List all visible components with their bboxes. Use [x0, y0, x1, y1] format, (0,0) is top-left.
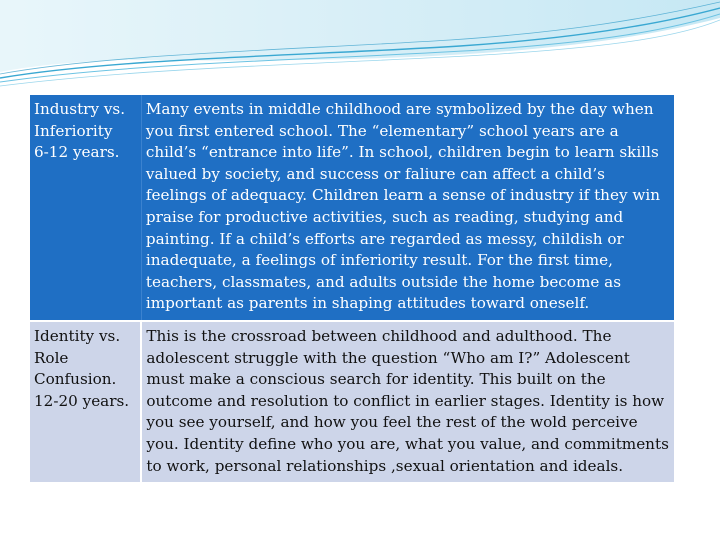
- stage-line: 6-12 years.: [34, 143, 120, 162]
- stage-line: Inferiority: [34, 121, 113, 140]
- stage-line: 12-20 years.: [34, 391, 130, 410]
- stage-line: Role: [34, 348, 69, 367]
- header-wave-decoration: [0, 0, 720, 90]
- description-cell: Many events in middle childhood are symbolized by the day when you first entered school. The “elementary” school years are a child’s “entrance into life”. In school, children begin to learn skills valued by society, and success or faliure can affect a child’s feelings of adequacy. Children learn a sense of industry if they win praise for productive activities, such as reading, studying and painting. If a child’s efforts are regarded as messy, childish or inadequate, a feelings of inferiority result. For the first time, teachers, classmates, and adults outside the home become as important as parents in shaping attitudes toward oneself.: [141, 95, 674, 321]
- stage-cell: [30, 95, 141, 321]
- table-row: [30, 321, 674, 482]
- table-row: [30, 95, 674, 321]
- stage-line: Confusion.: [34, 370, 117, 389]
- stage-line: Identity vs.: [34, 326, 121, 345]
- stage-line: Industry vs.: [34, 100, 126, 118]
- erikson-stages-table: [30, 95, 674, 482]
- stage-cell: [30, 321, 141, 482]
- description-cell: This is the crossroad between childhood and adulthood. The adolescent struggle with the question “Who am I?” Adolescent must make a conscious search for identity. This built on the outcome and resolution to conflict in earlier stages. Identity is how you see yourself, and how you feel the rest of the wold perceive you. Identity define who you are, what you value, and commitments to work, personal relationships ,sexual orientation and ideals.: [141, 321, 674, 482]
